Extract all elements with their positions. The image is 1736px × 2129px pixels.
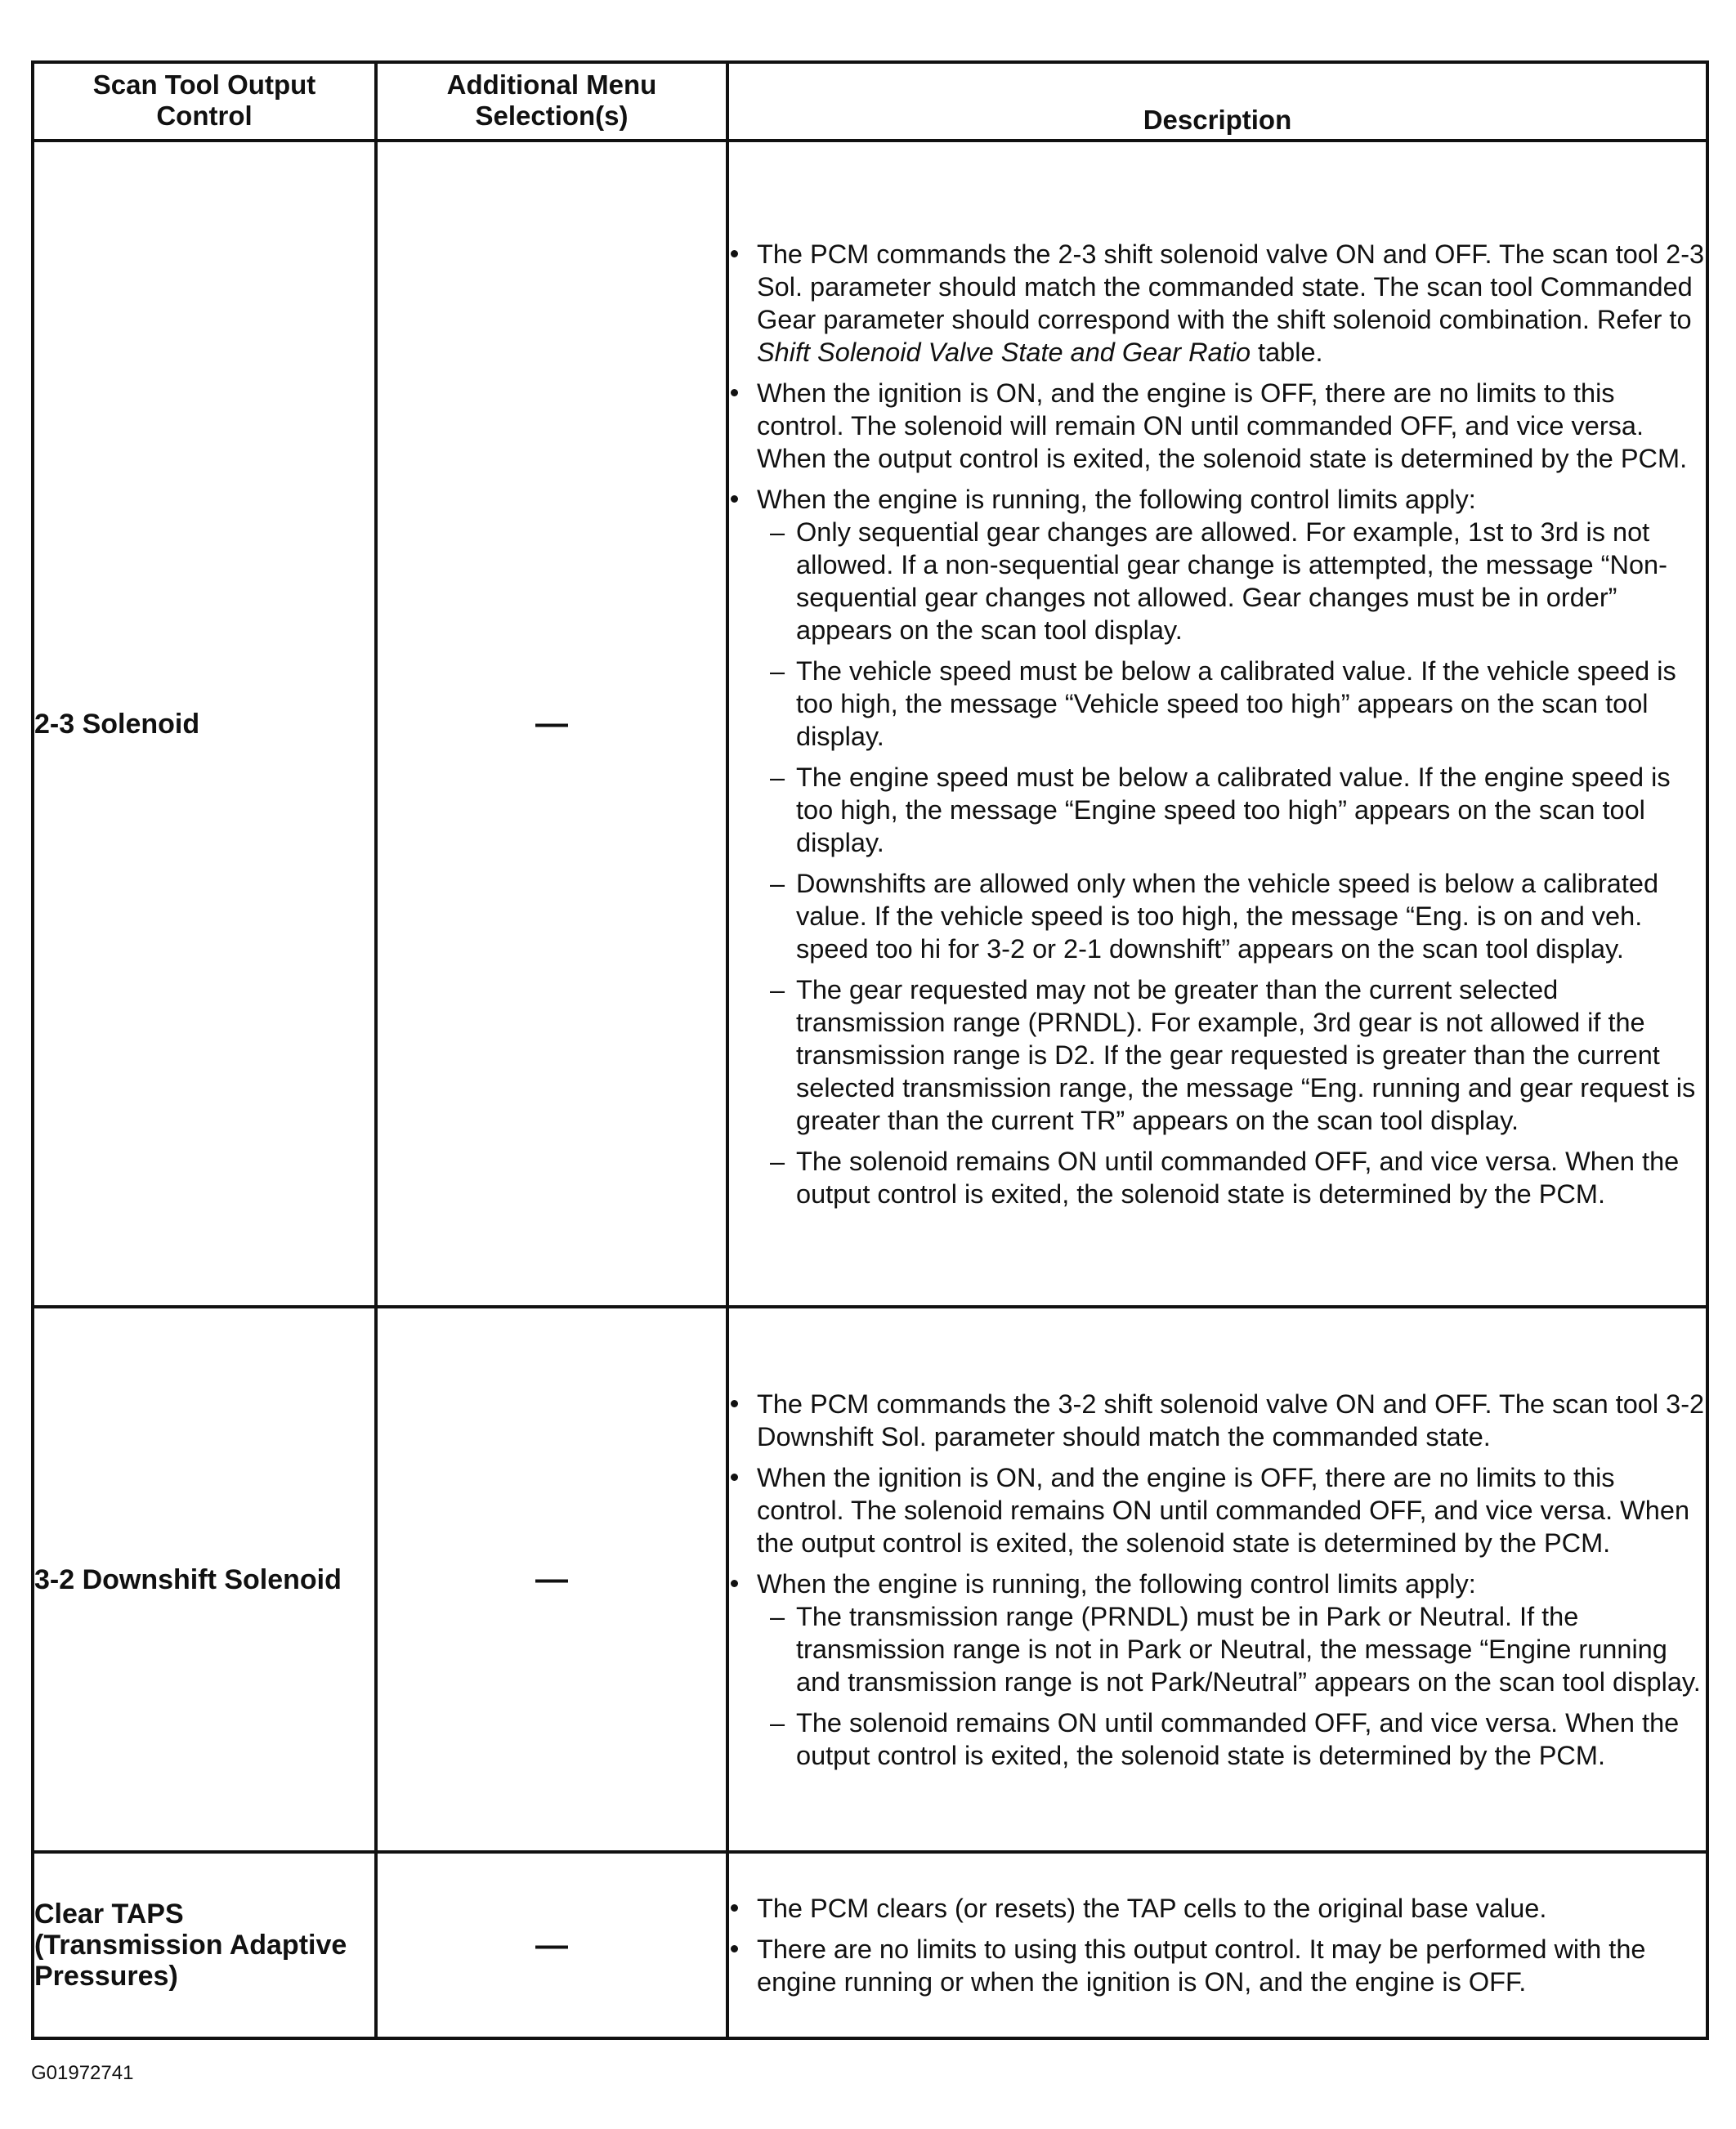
- bullet-list: [729, 238, 1706, 1210]
- control-name: 2-3 Solenoid: [33, 141, 376, 1307]
- header-additional-menu-selections: Additional Menu Selection(s): [376, 62, 727, 141]
- control-name: 3-2 Downshift Solenoid: [33, 1307, 376, 1852]
- additional-menu-selection: —: [376, 1307, 727, 1852]
- sub-item: – Downshifts are allowed only when the vehicle speed is below a calibrated value. If the vehicle speed is too high, the message “Eng. is on and veh. speed too hi for 3-2 or 2-1 downshift” appears on the scan tool display.: [757, 867, 1706, 965]
- description-cell: [727, 1852, 1707, 2038]
- bullet-item: When the ignition is ON, and the engine is OFF, there are no limits to this control. The solenoid remains ON until commanded OFF, and vice versa. When the output control is exited, the solenoid state is determined by the PCM.: [729, 1461, 1706, 1559]
- bullet-item: When the engine is running, the following control limits apply: – Only sequential gear changes are allowed. For example, 1st to 3rd is not allowed. If a non-sequential gear change is attempted, the message “Non-sequential gear changes not allowed. Gear changes must be in order” appears on the scan tool display. – The vehicle speed must be below a calibrated value. If the vehicle speed is too high, the message “Vehicle speed too high” appears on the scan tool display. – The engine speed must be below a calibrated value. If the engine speed is too high, the message “Engine speed too high” appears on the scan tool display. – Downshifts are allowed only when the vehicle speed is below a calibrated value. If the vehicle speed is too high, the message “Eng. is on and veh. speed too hi for 3-2 or 2-1 downshift” appears on the scan tool display. – The gear requested may not be greater than the current selected transmission range (PRNDL). For example, 3rd gear is not allowed if the transmission range is D2. If the gear requested is greater than the current selected transmission range, the message “Eng. running and gear request is greater than the current TR” appears on the scan tool display. – The solenoid remains ON until commanded OFF, and vice versa. When the output control is exited, the solenoid state is determined by the PCM.: [729, 483, 1706, 1210]
- sub-item: – The transmission range (PRNDL) must be in Park or Neutral. If the transmission range is not in Park or Neutral, the message “Engine running and transmission range is not Park/Neutral” appears on the scan tool display.: [757, 1600, 1706, 1698]
- description-cell: [727, 141, 1707, 1307]
- sub-list: [757, 1600, 1706, 1772]
- description-cell: [727, 1307, 1707, 1852]
- header-scan-tool-output-control: Scan Tool Output Control: [33, 62, 376, 141]
- figure-id: G01972741: [31, 2062, 134, 2084]
- bullet-item: The PCM clears (or resets) the TAP cells to the original base value.: [729, 1892, 1706, 1925]
- sub-item: – The vehicle speed must be below a calibrated value. If the vehicle speed is too high, the message “Vehicle speed too high” appears on the scan tool display.: [757, 655, 1706, 753]
- table-row: [33, 1852, 1707, 2038]
- bullet-item: The PCM commands the 3-2 shift solenoid valve ON and OFF. The scan tool 3-2 Downshift Sol. parameter should match the commanded state.: [729, 1388, 1706, 1453]
- sub-item: – The solenoid remains ON until commanded OFF, and vice versa. When the output control is exited, the solenoid state is determined by the PCM.: [757, 1706, 1706, 1772]
- header-row: [33, 62, 1707, 141]
- bullet-list: [729, 1388, 1706, 1772]
- table-row: [33, 1307, 1707, 1852]
- control-name: Clear TAPS (Transmission Adaptive Pressures): [33, 1852, 376, 2038]
- bullet-item: There are no limits to using this output control. It may be performed with the engine running or when the ignition is ON, and the engine is OFF.: [729, 1933, 1706, 1998]
- additional-menu-selection: —: [376, 1852, 727, 2038]
- table-row: [33, 141, 1707, 1307]
- output-control-table: [31, 60, 1709, 2040]
- sub-item: – The solenoid remains ON until commanded OFF, and vice versa. When the output control is exited, the solenoid state is determined by the PCM.: [757, 1145, 1706, 1210]
- bullet-item: The PCM commands the 2-3 shift solenoid valve ON and OFF. The scan tool 2-3 Sol. parameter should match the commanded state. The scan tool Commanded Gear parameter should correspond with the shift solenoid combination. Refer to Shift Solenoid Valve State and Gear Ratio table.: [729, 238, 1706, 369]
- additional-menu-selection: —: [376, 141, 727, 1307]
- bullet-item: When the engine is running, the following control limits apply: – The transmission range (PRNDL) must be in Park or Neutral. If the transmission range is not in Park or Neutral, the message “Engine running and transmission range is not Park/Neutral” appears on the scan tool display. – The solenoid remains ON until commanded OFF, and vice versa. When the output control is exited, the solenoid state is determined by the PCM.: [729, 1568, 1706, 1772]
- bullet-list: [729, 1892, 1706, 1998]
- sub-item: – The engine speed must be below a calibrated value. If the engine speed is too high, the message “Engine speed too high” appears on the scan tool display.: [757, 761, 1706, 859]
- bullet-item: When the ignition is ON, and the engine is OFF, there are no limits to this control. The solenoid will remain ON until commanded OFF, and vice versa. When the output control is exited, the solenoid state is determined by the PCM.: [729, 377, 1706, 475]
- sub-item: – Only sequential gear changes are allowed. For example, 1st to 3rd is not allowed. If a non-sequential gear change is attempted, the message “Non-sequential gear changes not allowed. Gear changes must be in order” appears on the scan tool display.: [757, 516, 1706, 646]
- header-description: Description: [727, 62, 1707, 141]
- sub-item: – The gear requested may not be greater than the current selected transmission range (PRNDL). For example, 3rd gear is not allowed if the transmission range is D2. If the gear requested is greater than the current selected transmission range, the message “Eng. running and gear request is greater than the current TR” appears on the scan tool display.: [757, 973, 1706, 1137]
- sub-list: [757, 516, 1706, 1210]
